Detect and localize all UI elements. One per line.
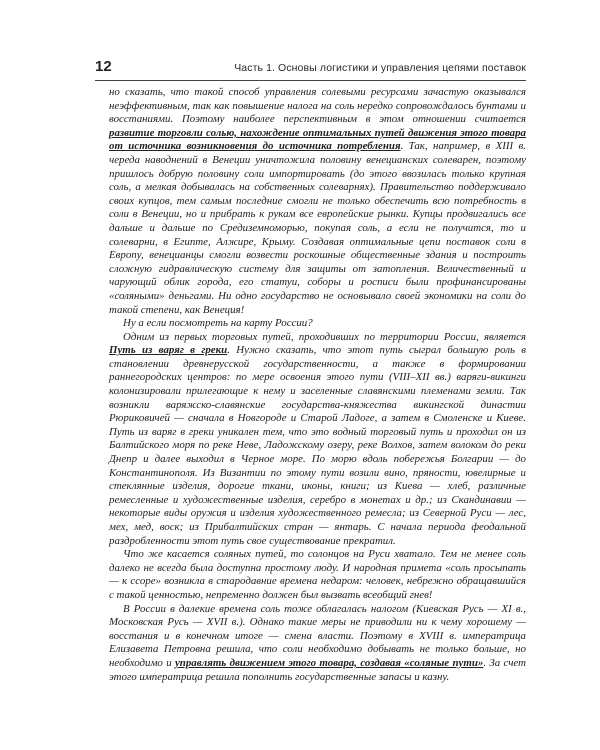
emphasized-phrase: Путь из варяг в греки xyxy=(109,344,228,357)
text-run: Ну а если посмотреть на карту России? xyxy=(123,317,313,330)
page-number: 12 xyxy=(95,58,112,75)
text-run: Одним из первых торговых путей, проходивших по территории России, является xyxy=(123,330,526,343)
paragraph xyxy=(109,548,526,602)
running-head: Часть 1. Основы логистики и управления цепями поставок xyxy=(234,62,526,74)
text-run: но сказать, что такой способ управления солевыми ресурсами зачастую оказывался неэффективным, так как повышение налога на соль нередко сопровождалось бунтами и восстаниями. Поэтому наиболее перспективным в этом отношении считается xyxy=(109,86,526,126)
emphasized-phrase: управлять движением этого товара, создавая «соляные пути» xyxy=(174,656,484,669)
text-run: Что же касается соляных путей, то солонцов на Руси хватало. Тем не менее соль далеко не всегда была доступна простому люду. И народная примета «соль просыпать — к ссоре» возникла в стародавние времена недаром: человек, небрежно обращавшийся с такой ценностью, непременно должен был вызвать всеобщий гнев! xyxy=(109,548,526,601)
text-run: . Так, например, в XIII в. череда наводнений в Венеции уничтожила половину венецианских солеварен, поэтому пришлось добрую половину соли импортировать (до этого ввозилась только крупная соль, а мелкая добывалась на собственных солеварнях). Правительство поддерживало своих купцов, тем самым последние смогли не только обеспечить всю потребность в соли в Венеции, но и прибрать к рукам все европейские рынки. Купцы продвигались все дальше и дальше по Средиземноморью, покупая соль, а если не получится, то и солеварни, в Египте, Алжире, Крыму. Создавая оптимальные цепи поставок соли в Европу, венецианцы смогли возвести роскошные общественные здания и построить сложную гидравлическую систему для защиты от затопления. Величественный и чарующий облик города, его статуи, соборы и росписи были профинансированы «соляными» деньгами. Ни одно государство не основывало своей экономики на соли до такой степени, как Венеция! xyxy=(109,140,526,316)
paragraph xyxy=(109,331,526,549)
text-run: . За счет этого императрица решила пополнить государственные запасы и казну. xyxy=(109,656,526,683)
paragraph xyxy=(109,317,526,331)
text-run: В России в далекие времена соль тоже облагалась налогом (Киевская Русь — XI в., Московская Русь — XVII в.). Однако такие меры не приводили ни к чему хорошему — восстания и в конечном итоге — смена власти. Поэтому в XVIII в. императрица Елизавета Петровна решила, что соли необходимо добывать не только больше, но необходимо и xyxy=(109,602,526,669)
body-text xyxy=(109,86,526,684)
paragraph xyxy=(109,86,526,317)
page-header xyxy=(95,58,526,81)
emphasized-phrase: развитие торговли солью, нахождение оптимальных путей движения этого товара от источника возникновения до источника потребления xyxy=(109,126,526,153)
paragraph xyxy=(109,603,526,685)
text-run: . Нужно сказать, что этот путь сыграл большую роль в становлении древнерусской государственности, а также в формировании раннегородских центров: по мере освоения этого пути (VIII–XII вв.) варяги-викинги колонизировали прилегающие к нему и заселенные славянскими племенами земли. Так возникли варяжско-славянские государства-княжества викингской династии Рюриковичей — сначала в Новгороде и Старой Ладоге, а затем в Смоленске и Киеве. Путь из варяг в греки уникален тем, что это водный торговый путь и проходил он из Балтийского моря по реке Неве, Ладожскому озеру, реке Волхов, затем волоком до реки Днепр и далее выходил в Черное море. По морю вдоль побережья Болгарии — до Константинополя. Из Византии по этому пути возили вино, пряности, ювелирные и стеклянные изделия, дорогие ткани, иконы, книги; из Киева — хлеб, различные ремесленные и художественные изделия, серебро в монетах и др.; из Скандинавии — некоторые виды оружия и изделия художественного ремесла; из Северной Руси — лес, мех, мед, воск; из Прибалтийских стран — янтарь. С начала периода феодальной раздробленности этот путь свое существование прекратил. xyxy=(109,344,526,547)
